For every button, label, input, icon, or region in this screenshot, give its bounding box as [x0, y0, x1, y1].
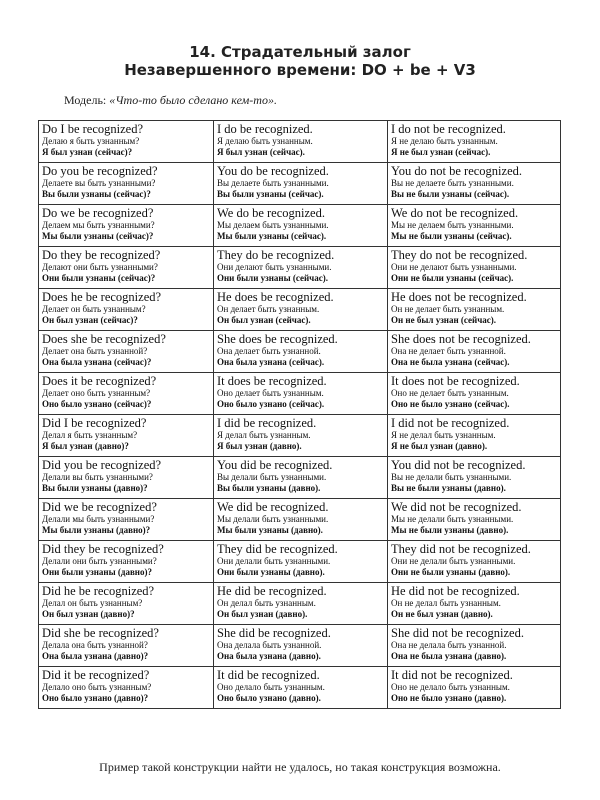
meaning-translation: Я был узнан (давно). [217, 441, 302, 451]
english-phrase: It does be recognized. [217, 374, 327, 388]
literal-translation: Она не делает быть узнанной. [391, 346, 506, 356]
literal-translation: Он делает быть узнанным. [217, 304, 320, 314]
literal-translation: Делали они быть узнанными? [42, 556, 157, 566]
negative-cell [388, 331, 561, 373]
meaning-translation: Они не были узнаны (сейчас). [391, 273, 514, 283]
literal-translation: Мы делали быть узнанными. [217, 514, 329, 524]
negative-cell [388, 499, 561, 541]
literal-translation: Делал я быть узнанным? [42, 430, 138, 440]
english-phrase: Do they be recognized? [42, 248, 161, 262]
english-phrase: Did she be recognized? [42, 626, 159, 640]
question-cell [39, 667, 214, 709]
meaning-translation: Она не была узнана (давно). [391, 651, 507, 661]
literal-translation: Делают они быть узнанными? [42, 262, 158, 272]
literal-translation: Делало оно быть узнанным? [42, 682, 152, 692]
english-phrase: They did not be recognized. [391, 542, 531, 556]
english-phrase: Does he be recognized? [42, 290, 162, 304]
table-row [39, 625, 561, 667]
negative-cell [388, 667, 561, 709]
question-cell [39, 373, 214, 415]
negative-cell [388, 373, 561, 415]
english-phrase: You did not be recognized. [391, 458, 526, 472]
literal-translation: Вы делали быть узнанными. [217, 472, 327, 482]
model-line [64, 93, 277, 108]
english-phrase: You do be recognized. [217, 164, 329, 178]
table-row [39, 499, 561, 541]
negative-cell [388, 583, 561, 625]
meaning-translation: Оно было узнано (давно)? [42, 693, 149, 703]
english-phrase: She does not be recognized. [391, 332, 531, 346]
meaning-translation: Я был узнан (сейчас)? [42, 147, 133, 157]
meaning-translation: Он был узнан (давно). [217, 609, 308, 619]
literal-translation: Оно не делало быть узнанным. [391, 682, 510, 692]
english-phrase: Did I be recognized? [42, 416, 147, 430]
literal-translation: Я не делаю быть узнанным. [391, 136, 498, 146]
meaning-translation: Я не был узнан (сейчас). [391, 147, 491, 157]
literal-translation: Он делал быть узнанным. [217, 598, 316, 608]
model-label: Модель: [64, 93, 110, 107]
english-phrase: They do not be recognized. [391, 248, 528, 262]
meaning-translation: Он не был узнан (давно). [391, 609, 493, 619]
meaning-translation: Мы были узнаны (сейчас)? [42, 231, 154, 241]
literal-translation: Вы делаете быть узнанными. [217, 178, 329, 188]
meaning-translation: Она была узнана (сейчас). [217, 357, 325, 367]
literal-translation: Она не делала быть узнанной. [391, 640, 507, 650]
literal-translation: Делали мы быть узнанными? [42, 514, 155, 524]
english-phrase: You did be recognized. [217, 458, 333, 472]
english-phrase: They did be recognized. [217, 542, 338, 556]
question-cell [39, 499, 214, 541]
literal-translation: Он не делал быть узнанным. [391, 598, 501, 608]
literal-translation: Они не делают быть узнанными. [391, 262, 517, 272]
affirmative-cell [214, 373, 388, 415]
table-row [39, 583, 561, 625]
table-row [39, 205, 561, 247]
english-phrase: Did you be recognized? [42, 458, 162, 472]
english-phrase: We did not be recognized. [391, 500, 522, 514]
literal-translation: Делаем мы быть узнанными? [42, 220, 155, 230]
affirmative-cell [214, 583, 388, 625]
table-row [39, 667, 561, 709]
english-phrase: Does she be recognized? [42, 332, 166, 346]
meaning-translation: Она не была узнана (сейчас). [391, 357, 510, 367]
negative-cell [388, 247, 561, 289]
affirmative-cell [214, 163, 388, 205]
table-row [39, 541, 561, 583]
meaning-translation: Он был узнан (сейчас)? [42, 315, 138, 325]
meaning-translation: Вы были узнаны (сейчас)? [42, 189, 151, 199]
negative-cell [388, 289, 561, 331]
meaning-translation: Они были узнаны (сейчас). [217, 273, 328, 283]
table-row [39, 457, 561, 499]
english-phrase: Did they be recognized? [42, 542, 164, 556]
question-cell [39, 331, 214, 373]
negative-cell [388, 541, 561, 583]
affirmative-cell [214, 541, 388, 583]
question-cell [39, 457, 214, 499]
negative-cell [388, 457, 561, 499]
english-phrase: It did be recognized. [217, 668, 320, 682]
literal-translation: Делали вы быть узнанными? [42, 472, 153, 482]
meaning-translation: Вы были узнаны (давно). [217, 483, 321, 493]
literal-translation: Мы не делаем быть узнанными. [391, 220, 514, 230]
english-phrase: Did we be recognized? [42, 500, 157, 514]
meaning-translation: Оно было узнано (давно). [217, 693, 321, 703]
english-phrase: Did it be recognized? [42, 668, 150, 682]
literal-translation: Он не делает быть узнанным. [391, 304, 505, 314]
english-phrase: I do not be recognized. [391, 122, 506, 136]
conjugation-table [38, 120, 561, 709]
table-row [39, 289, 561, 331]
english-phrase: She did be recognized. [217, 626, 331, 640]
affirmative-cell [214, 205, 388, 247]
affirmative-cell [214, 247, 388, 289]
table-row [39, 121, 561, 163]
english-phrase: He does be recognized. [217, 290, 334, 304]
footer-note: Пример такой конструкции найти не удалось, но такая конструкция возможна. [99, 760, 501, 774]
meaning-translation: Мы были узнаны (давно)? [42, 525, 151, 535]
question-cell [39, 163, 214, 205]
meaning-translation: Вы были узнаны (давно)? [42, 483, 148, 493]
english-phrase: It did not be recognized. [391, 668, 513, 682]
english-phrase: I did not be recognized. [391, 416, 510, 430]
page-subtitle: Незавершенного времени: DO + be + V3 [124, 61, 476, 79]
meaning-translation: Мы были узнаны (сейчас). [217, 231, 327, 241]
literal-translation: Она делает быть узнанной. [217, 346, 321, 356]
meaning-translation: Вы не были узнаны (давно). [391, 483, 506, 493]
english-phrase: They do be recognized. [217, 248, 335, 262]
question-cell [39, 289, 214, 331]
literal-translation: Делала она быть узнанной? [42, 640, 148, 650]
english-phrase: It does not be recognized. [391, 374, 520, 388]
meaning-translation: Он был узнан (сейчас). [217, 315, 311, 325]
meaning-translation: Они не были узнаны (давно). [391, 567, 511, 577]
meaning-translation: Мы не были узнаны (сейчас). [391, 231, 512, 241]
english-phrase: Do you be recognized? [42, 164, 158, 178]
meaning-translation: Они были узнаны (сейчас)? [42, 273, 156, 283]
negative-cell [388, 625, 561, 667]
meaning-translation: Он не был узнан (сейчас). [391, 315, 497, 325]
affirmative-cell [214, 625, 388, 667]
english-phrase: Do we be recognized? [42, 206, 154, 220]
meaning-translation: Я не был узнан (давно). [391, 441, 488, 451]
meaning-translation: Мы не были узнаны (давно). [391, 525, 509, 535]
english-phrase: Do I be recognized? [42, 122, 143, 136]
affirmative-cell [214, 499, 388, 541]
meaning-translation: Вы были узнаны (сейчас). [217, 189, 324, 199]
table-row [39, 163, 561, 205]
literal-translation: Вы не делали быть узнанными. [391, 472, 512, 482]
english-phrase: We do not be recognized. [391, 206, 519, 220]
affirmative-cell [214, 457, 388, 499]
literal-translation: Оно делает быть узнанным. [217, 388, 324, 398]
english-phrase: You do not be recognized. [391, 164, 522, 178]
literal-translation: Оно делало быть узнанным. [217, 682, 325, 692]
english-phrase: I did be recognized. [217, 416, 317, 430]
meaning-translation: Они были узнаны (давно)? [42, 567, 152, 577]
model-quote: «Что-то было сделано кем-то». [109, 93, 277, 107]
meaning-translation: Мы были узнаны (давно). [217, 525, 323, 535]
literal-translation: Они делают быть узнанными. [217, 262, 332, 272]
meaning-translation: Оно не было узнано (давно). [391, 693, 507, 703]
literal-translation: Делал он быть узнанным? [42, 598, 143, 608]
question-cell [39, 583, 214, 625]
literal-translation: Вы не делаете быть узнанными. [391, 178, 514, 188]
literal-translation: Они не делали быть узнанными. [391, 556, 516, 566]
english-phrase: She does be recognized. [217, 332, 338, 346]
literal-translation: Мы не делали быть узнанными. [391, 514, 514, 524]
page-title: 14. Страдательный залог [189, 43, 411, 61]
table-row [39, 415, 561, 457]
literal-translation: Мы делаем быть узнанными. [217, 220, 329, 230]
literal-translation: Я делал быть узнанным. [217, 430, 311, 440]
meaning-translation: Она была узнана (давно). [217, 651, 321, 661]
meaning-translation: Она была узнана (сейчас)? [42, 357, 152, 367]
question-cell [39, 541, 214, 583]
question-cell [39, 415, 214, 457]
literal-translation: Делает она быть узнанной? [42, 346, 148, 356]
english-phrase: I do be recognized. [217, 122, 313, 136]
affirmative-cell [214, 331, 388, 373]
literal-translation: Делает он быть узнанным? [42, 304, 146, 314]
english-phrase: He did be recognized. [217, 584, 327, 598]
affirmative-cell [214, 121, 388, 163]
english-phrase: Did he be recognized? [42, 584, 155, 598]
english-phrase: He did not be recognized. [391, 584, 520, 598]
english-phrase: Does it be recognized? [42, 374, 157, 388]
literal-translation: Они делали быть узнанными. [217, 556, 331, 566]
affirmative-cell [214, 415, 388, 457]
question-cell [39, 625, 214, 667]
literal-translation: Делаете вы быть узнанными? [42, 178, 156, 188]
meaning-translation: Я был узнан (давно)? [42, 441, 129, 451]
literal-translation: Делает оно быть узнанным? [42, 388, 151, 398]
meaning-translation: Он был узнан (давно)? [42, 609, 135, 619]
english-phrase: She did not be recognized. [391, 626, 524, 640]
english-phrase: He does not be recognized. [391, 290, 527, 304]
meaning-translation: Я был узнан (сейчас). [217, 147, 305, 157]
affirmative-cell [214, 289, 388, 331]
negative-cell [388, 121, 561, 163]
meaning-translation: Вы не были узнаны (сейчас). [391, 189, 510, 199]
literal-translation: Я делаю быть узнанным. [217, 136, 313, 146]
english-phrase: We did be recognized. [217, 500, 329, 514]
meaning-translation: Оно было узнано (сейчас)? [42, 399, 152, 409]
negative-cell [388, 163, 561, 205]
conjugation-table-body [39, 121, 561, 709]
table-row [39, 247, 561, 289]
literal-translation: Оно не делает быть узнанным. [391, 388, 509, 398]
negative-cell [388, 415, 561, 457]
question-cell [39, 247, 214, 289]
table-row [39, 331, 561, 373]
literal-translation: Она делала быть узнанной. [217, 640, 322, 650]
question-cell [39, 205, 214, 247]
meaning-translation: Оно не было узнано (сейчас). [391, 399, 510, 409]
english-phrase: We do be recognized. [217, 206, 325, 220]
table-row [39, 373, 561, 415]
meaning-translation: Оно было узнано (сейчас). [217, 399, 325, 409]
negative-cell [388, 205, 561, 247]
literal-translation: Делаю я быть узнанным? [42, 136, 140, 146]
affirmative-cell [214, 667, 388, 709]
literal-translation: Я не делал быть узнанным. [391, 430, 496, 440]
meaning-translation: Они были узнаны (давно). [217, 567, 325, 577]
question-cell [39, 121, 214, 163]
meaning-translation: Она была узнана (давно)? [42, 651, 149, 661]
